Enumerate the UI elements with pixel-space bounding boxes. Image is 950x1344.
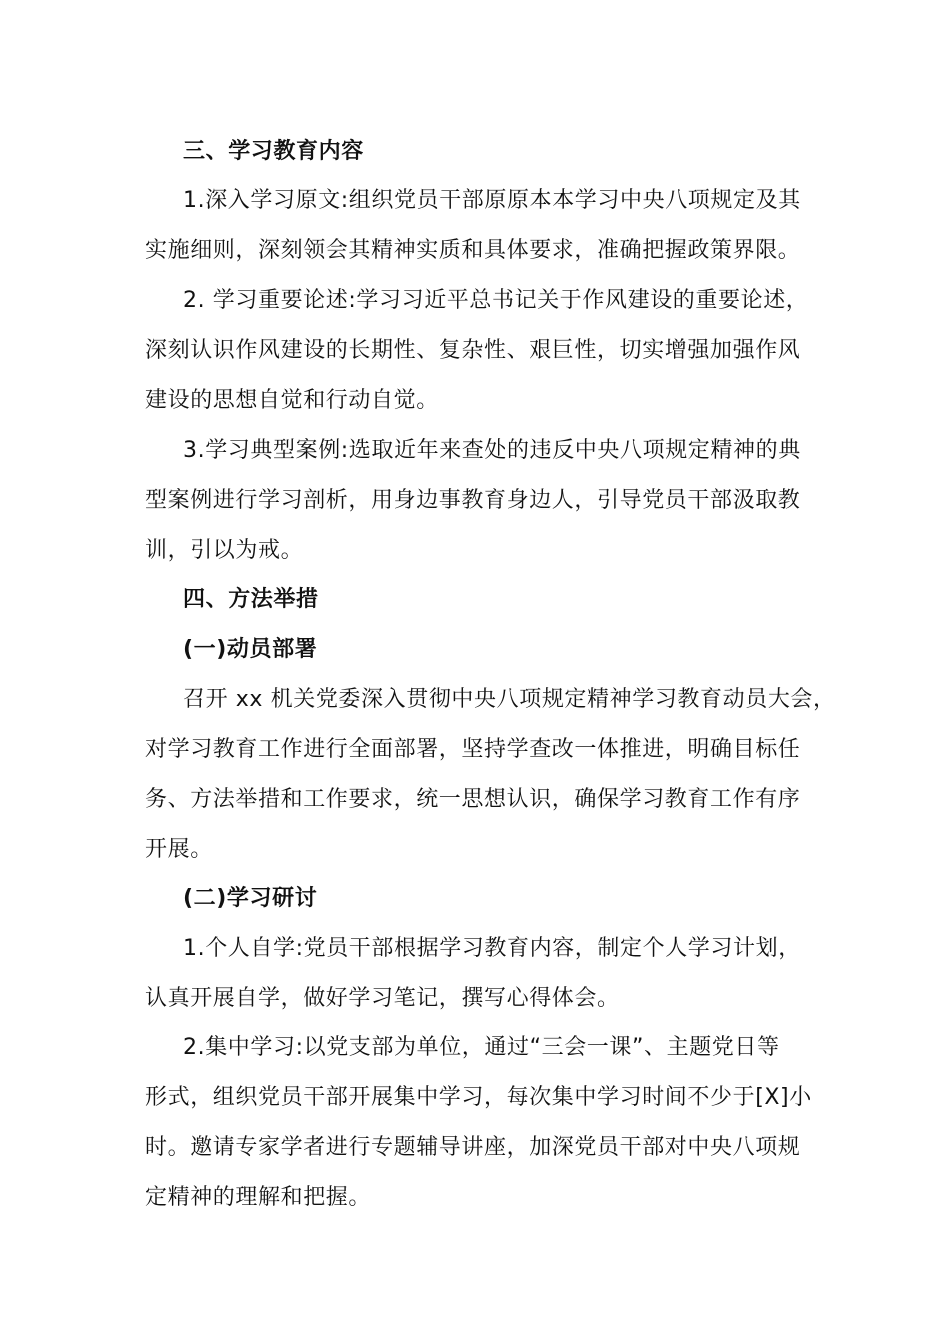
paragraph-line: 认真开展自学，做好学习笔记，撰写心得体会。 [145,986,620,1011]
paragraph-line: 深刻认识作风建设的长期性、复杂性、艰巨性，切实增强加强作风 [145,338,801,363]
paragraph-line: 对学习教育工作进行全面部署，坚持学查改一体推进，明确目标任 [145,737,801,762]
paragraph-line: 训，引以为戒。 [145,538,304,563]
section-heading-3: 三、学习教育内容 [183,139,364,164]
paragraph-line: 2.集中学习:以党支部为单位，通过“三会一课”、主题党日等 [183,1035,780,1060]
paragraph-line: 开展。 [145,837,213,862]
paragraph-line: 实施细则，深刻领会其精神实质和具体要求，准确把握政策界限。 [145,238,801,263]
paragraph-line: 定精神的理解和把握。 [145,1185,372,1210]
paragraph-line: 型案例进行学习剖析，用身边事教育身边人，引导党员干部汲取教 [145,488,801,513]
paragraph-line: 召开 xx 机关党委深入贯彻中央八项规定精神学习教育动员大会， [183,687,836,712]
subsection-heading-2: (二)学习研讨 [183,886,318,911]
subsection-heading-1: (一)动员部署 [183,637,318,662]
paragraph-line: 时。邀请专家学者进行专题辅导讲座，加深党员干部对中央八项规 [145,1135,801,1160]
paragraph-line: 建设的思想自觉和行动自觉。 [145,388,439,413]
paragraph-line: 3.学习典型案例:选取近年来查处的违反中央八项规定精神的典 [183,438,801,463]
section-heading-4: 四、方法举措 [183,587,319,612]
paragraph-line: 务、方法举措和工作要求，统一思想认识，确保学习教育工作有序 [145,787,801,812]
paragraph-line: 形式，组织党员干部开展集中学习，每次集中学习时间不少于[X]小 [145,1085,812,1110]
paragraph-line: 1.个人自学:党员干部根据学习教育内容，制定个人学习计划， [183,936,801,961]
paragraph-line: 1.深入学习原文:组织党员干部原原本本学习中央八项规定及其 [183,188,801,213]
paragraph-line: 2. 学习重要论述:学习习近平总书记关于作风建设的重要论述， [183,288,809,313]
